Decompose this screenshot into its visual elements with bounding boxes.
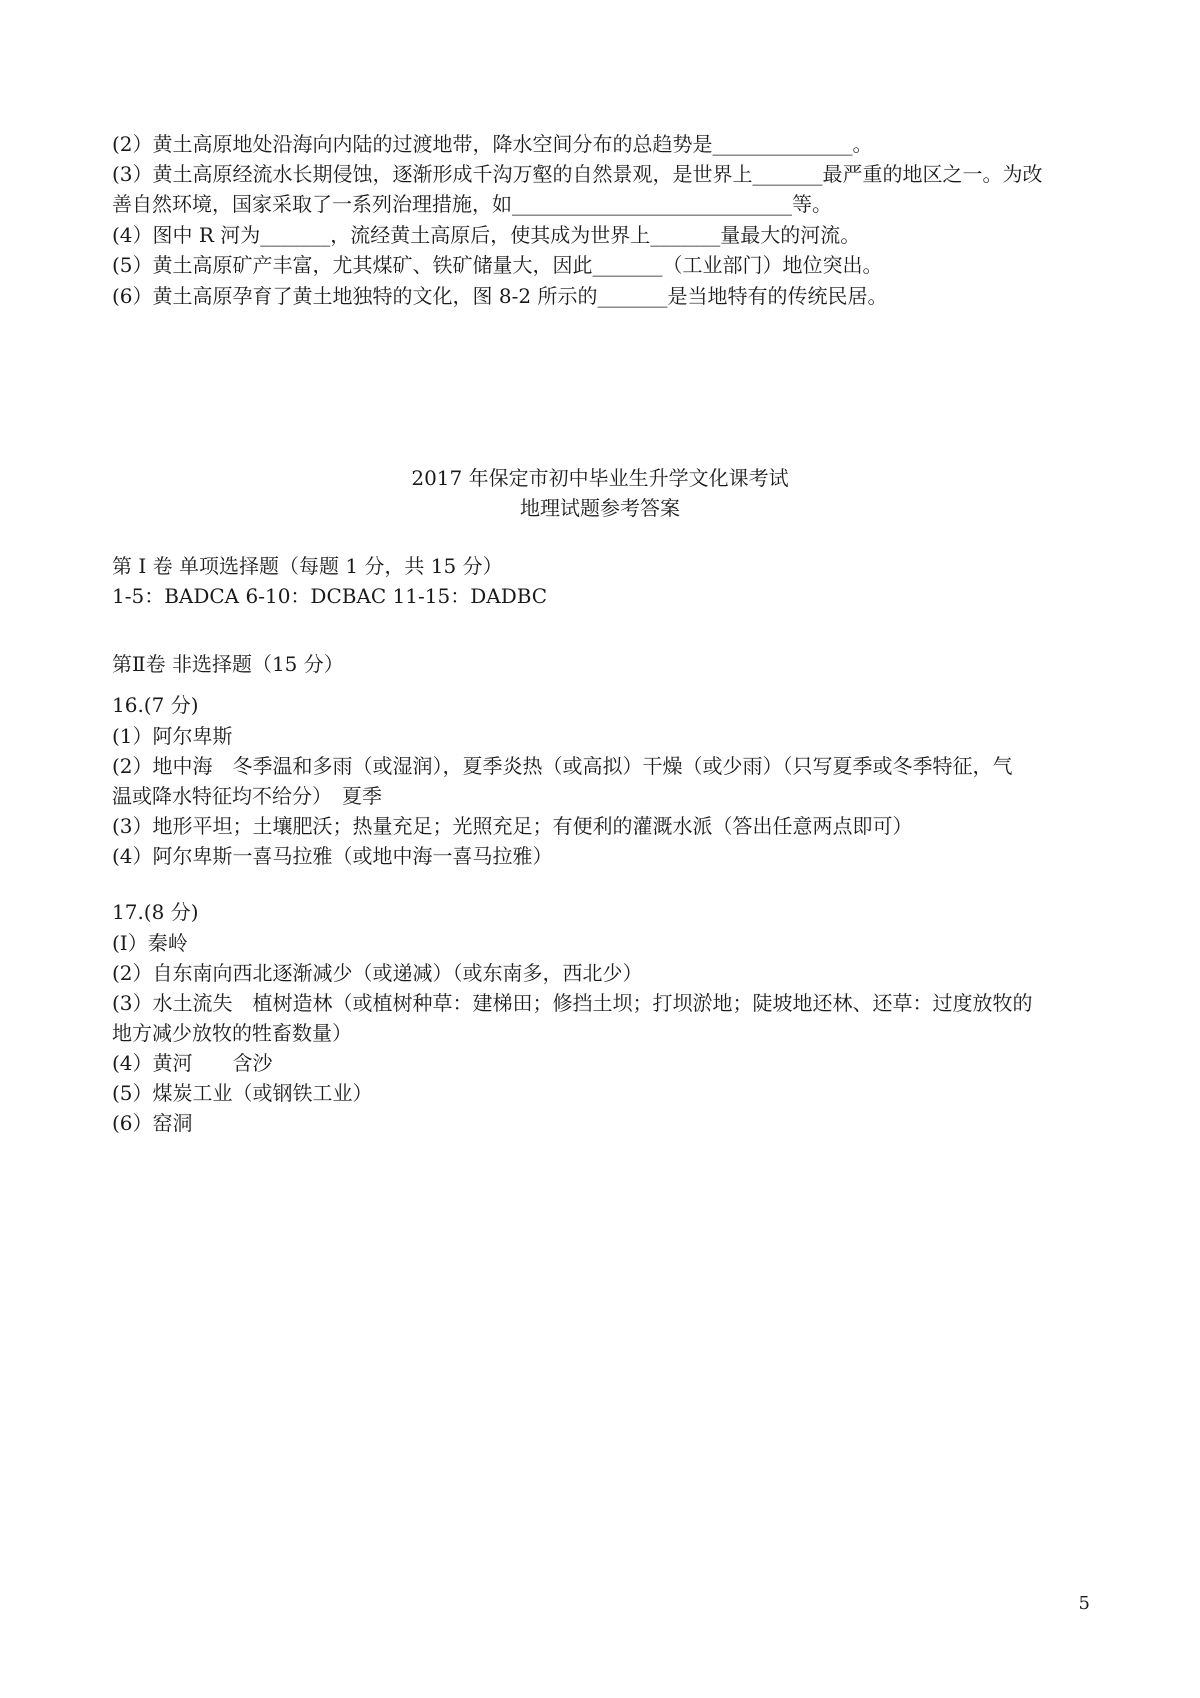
q16-answer-2: (2）地中海 冬季温和多雨（或湿润），夏季炎热（或高拟）干燥（或少雨）（只写夏季或冬季特征，气 — [112, 754, 1013, 778]
question-6: (6）黄土高原孕育了黄土地独特的文化，图 8-2 所示的_______是当地特有的传统民居。 — [112, 284, 888, 308]
q17-answer-6: (6）窑洞 — [112, 1111, 193, 1135]
section2-heading: 第Ⅱ卷 非选择题（15 分） — [112, 652, 344, 676]
q17-answer-1: (I）秦岭 — [112, 931, 188, 955]
section1-heading: 第 I 卷 单项选择题（每题 1 分，共 15 分） — [112, 554, 503, 578]
answer-subtitle: 地理试题参考答案 — [520, 496, 680, 520]
q17-answer-3-continued: 地方减少放牧的牲畜数量） — [112, 1021, 352, 1045]
q16-answer-1: (1）阿尔卑斯 — [112, 724, 233, 748]
q17-answer-3: (3）水土流失 植树造林（或植树种草：建梯田；修挡土坝；打坝淤地；陡坡地还林、还草：过度放牧的 — [112, 991, 1033, 1015]
section1-answers: 1-5：BADCA 6-10：DCBAC 11-15：DADBC — [112, 584, 548, 608]
page-number: 5 — [1078, 1593, 1090, 1614]
q16-answer-2-continued: 温或降水特征均不给分） 夏季 — [112, 784, 382, 808]
answer-title: 2017 年保定市初中毕业生升学文化课考试 — [411, 466, 789, 490]
question-3-continued: 善自然环境，国家采取了一系列治理措施，如____________________________等。 — [112, 192, 832, 216]
question-5: (5）黄土高原矿产丰富，尤其煤矿、铁矿储量大，因此_______（工业部门）地位突出。 — [112, 253, 883, 277]
q17-title: 17.(8 分) — [112, 900, 199, 924]
q16-answer-3: (3）地形平坦；土壤肥沃；热量充足；光照充足；有便利的灌溉水派（答出任意两点即可） — [112, 814, 913, 838]
question-4: (4）图中 R 河为_______，流经黄土高原后，使其成为世界上_______量最大的河流。 — [112, 223, 861, 247]
q17-answer-5: (5）煤炭工业（或钢铁工业） — [112, 1081, 373, 1105]
q16-answer-4: (4）阿尔卑斯一喜马拉雅（或地中海一喜马拉雅） — [112, 844, 553, 868]
q17-answer-2: (2）自东南向西北逐渐减少（或递减）（或东南多，西北少） — [112, 961, 643, 985]
q17-answer-4: (4）黄河 含沙 — [112, 1051, 273, 1075]
question-3: (3）黄土高原经流水长期侵蚀，逐渐形成千沟万壑的自然景观，是世界上_______最严重的地区之一。为改 — [112, 162, 1043, 186]
question-2: (2）黄土高原地处沿海向内陆的过渡地带，降水空间分布的总趋势是______________。 — [112, 132, 873, 156]
q16-title: 16.(7 分) — [112, 693, 199, 717]
